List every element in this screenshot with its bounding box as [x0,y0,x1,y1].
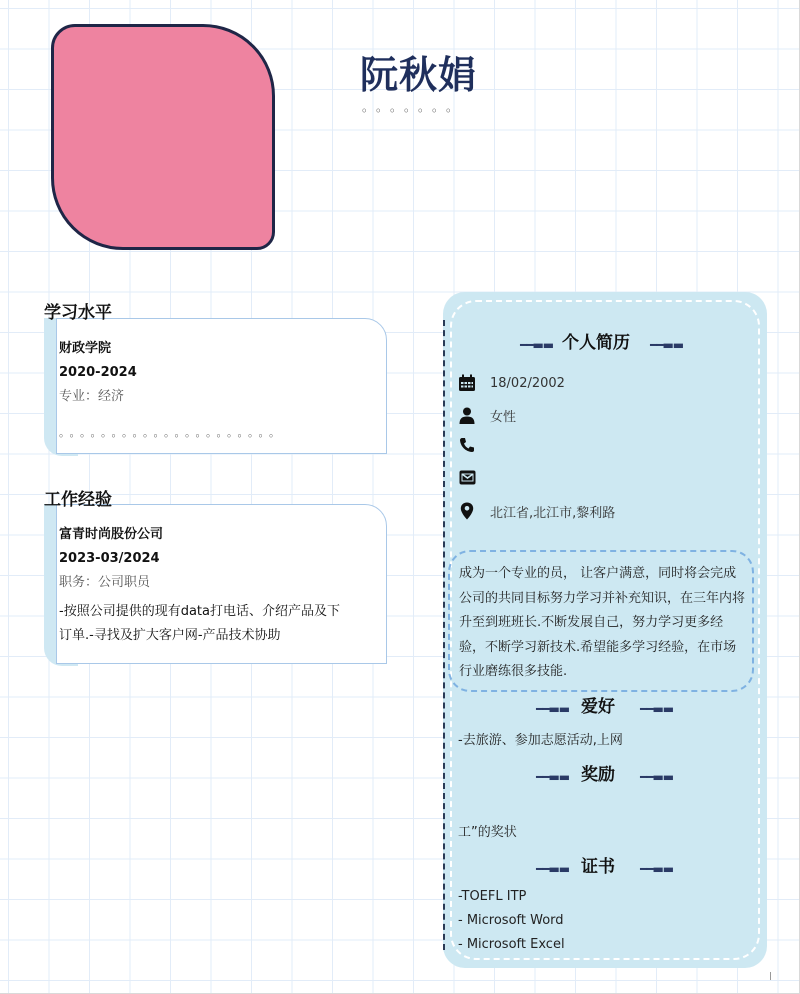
heading-deco-left: ━━▬▬ [536,702,570,716]
certificate-item: - Microsoft Excel [458,937,565,952]
education-dots: 。。。。。。。。。。。。。。。。。。。。。 [59,426,285,439]
gender-value: 女性 [490,409,517,425]
heading-deco-left: ━━▬▬ [536,862,570,876]
gender-row [458,403,516,427]
heading-deco-right: ━━▬▬ [640,770,674,784]
page-corner-mark [770,972,771,980]
personal-panel-left-rule [443,320,445,950]
hobbies-title: 爱好 [581,697,615,717]
phone-row [458,433,490,457]
heading-deco-right: ━━▬▬ [640,702,674,716]
email-row [458,465,490,489]
map-pin-icon [458,502,476,520]
career-summary: 成为一个专业的员， 让客户满意，同时将会完成公司的共同目标努力学习并补充知识，在三年内将升至到班班长.不断发展自己，努力学习更多经验，不断学习新技术.希望能多学习经验，在市场行业磨练很多技能. [459,566,746,679]
heading-deco-left: ━━▬▬ [520,338,554,352]
education-major: 专业：经济 [59,389,125,404]
experience-period: 2023-03/2024 [59,551,160,566]
awards-title: 奖励 [581,765,615,785]
awards-text: 工”的奖状 [458,825,517,840]
candidate-name: 阮秋娟 [360,53,478,97]
address-value: 北江省,北江市,黎利路 [490,505,616,521]
birthdate-row [458,371,565,395]
envelope-icon [458,468,476,486]
experience-position: 职务：公司职员 [59,575,151,590]
calendar-icon [458,374,476,392]
certificates-title: 证书 [581,857,615,877]
experience-desc-line2: 订单.-寻找及扩大客户网-产品技术协助 [59,628,281,643]
heading-deco-left: ━━▬▬ [536,770,570,784]
address-row [458,499,615,523]
experience-company: 富青时尚股份公司 [59,527,164,542]
certificate-item: -TOEFL ITP [458,889,527,904]
profile-photo-placeholder [51,24,275,250]
personal-title: 个人简历 [562,333,630,353]
heading-deco-right: ━━▬▬ [640,862,674,876]
education-school: 财政学院 [59,341,112,356]
experience-title: 工作经验 [44,490,112,510]
experience-desc-line1: -按照公司提供的现有data打电话、介绍产品及下 [59,604,340,619]
hobbies-text: -去旅游、参加志愿活动,上网 [458,733,623,748]
name-dots: 。。。。。。。 [362,100,467,114]
education-period: 2020-2024 [59,365,137,380]
heading-deco-right: ━━▬▬ [650,338,684,352]
certificate-item: - Microsoft Word [458,913,564,928]
birthdate-value: 18/02/2002 [490,375,565,391]
phone-icon [458,436,476,454]
education-title: 学习水平 [44,303,112,323]
user-icon [458,406,476,424]
